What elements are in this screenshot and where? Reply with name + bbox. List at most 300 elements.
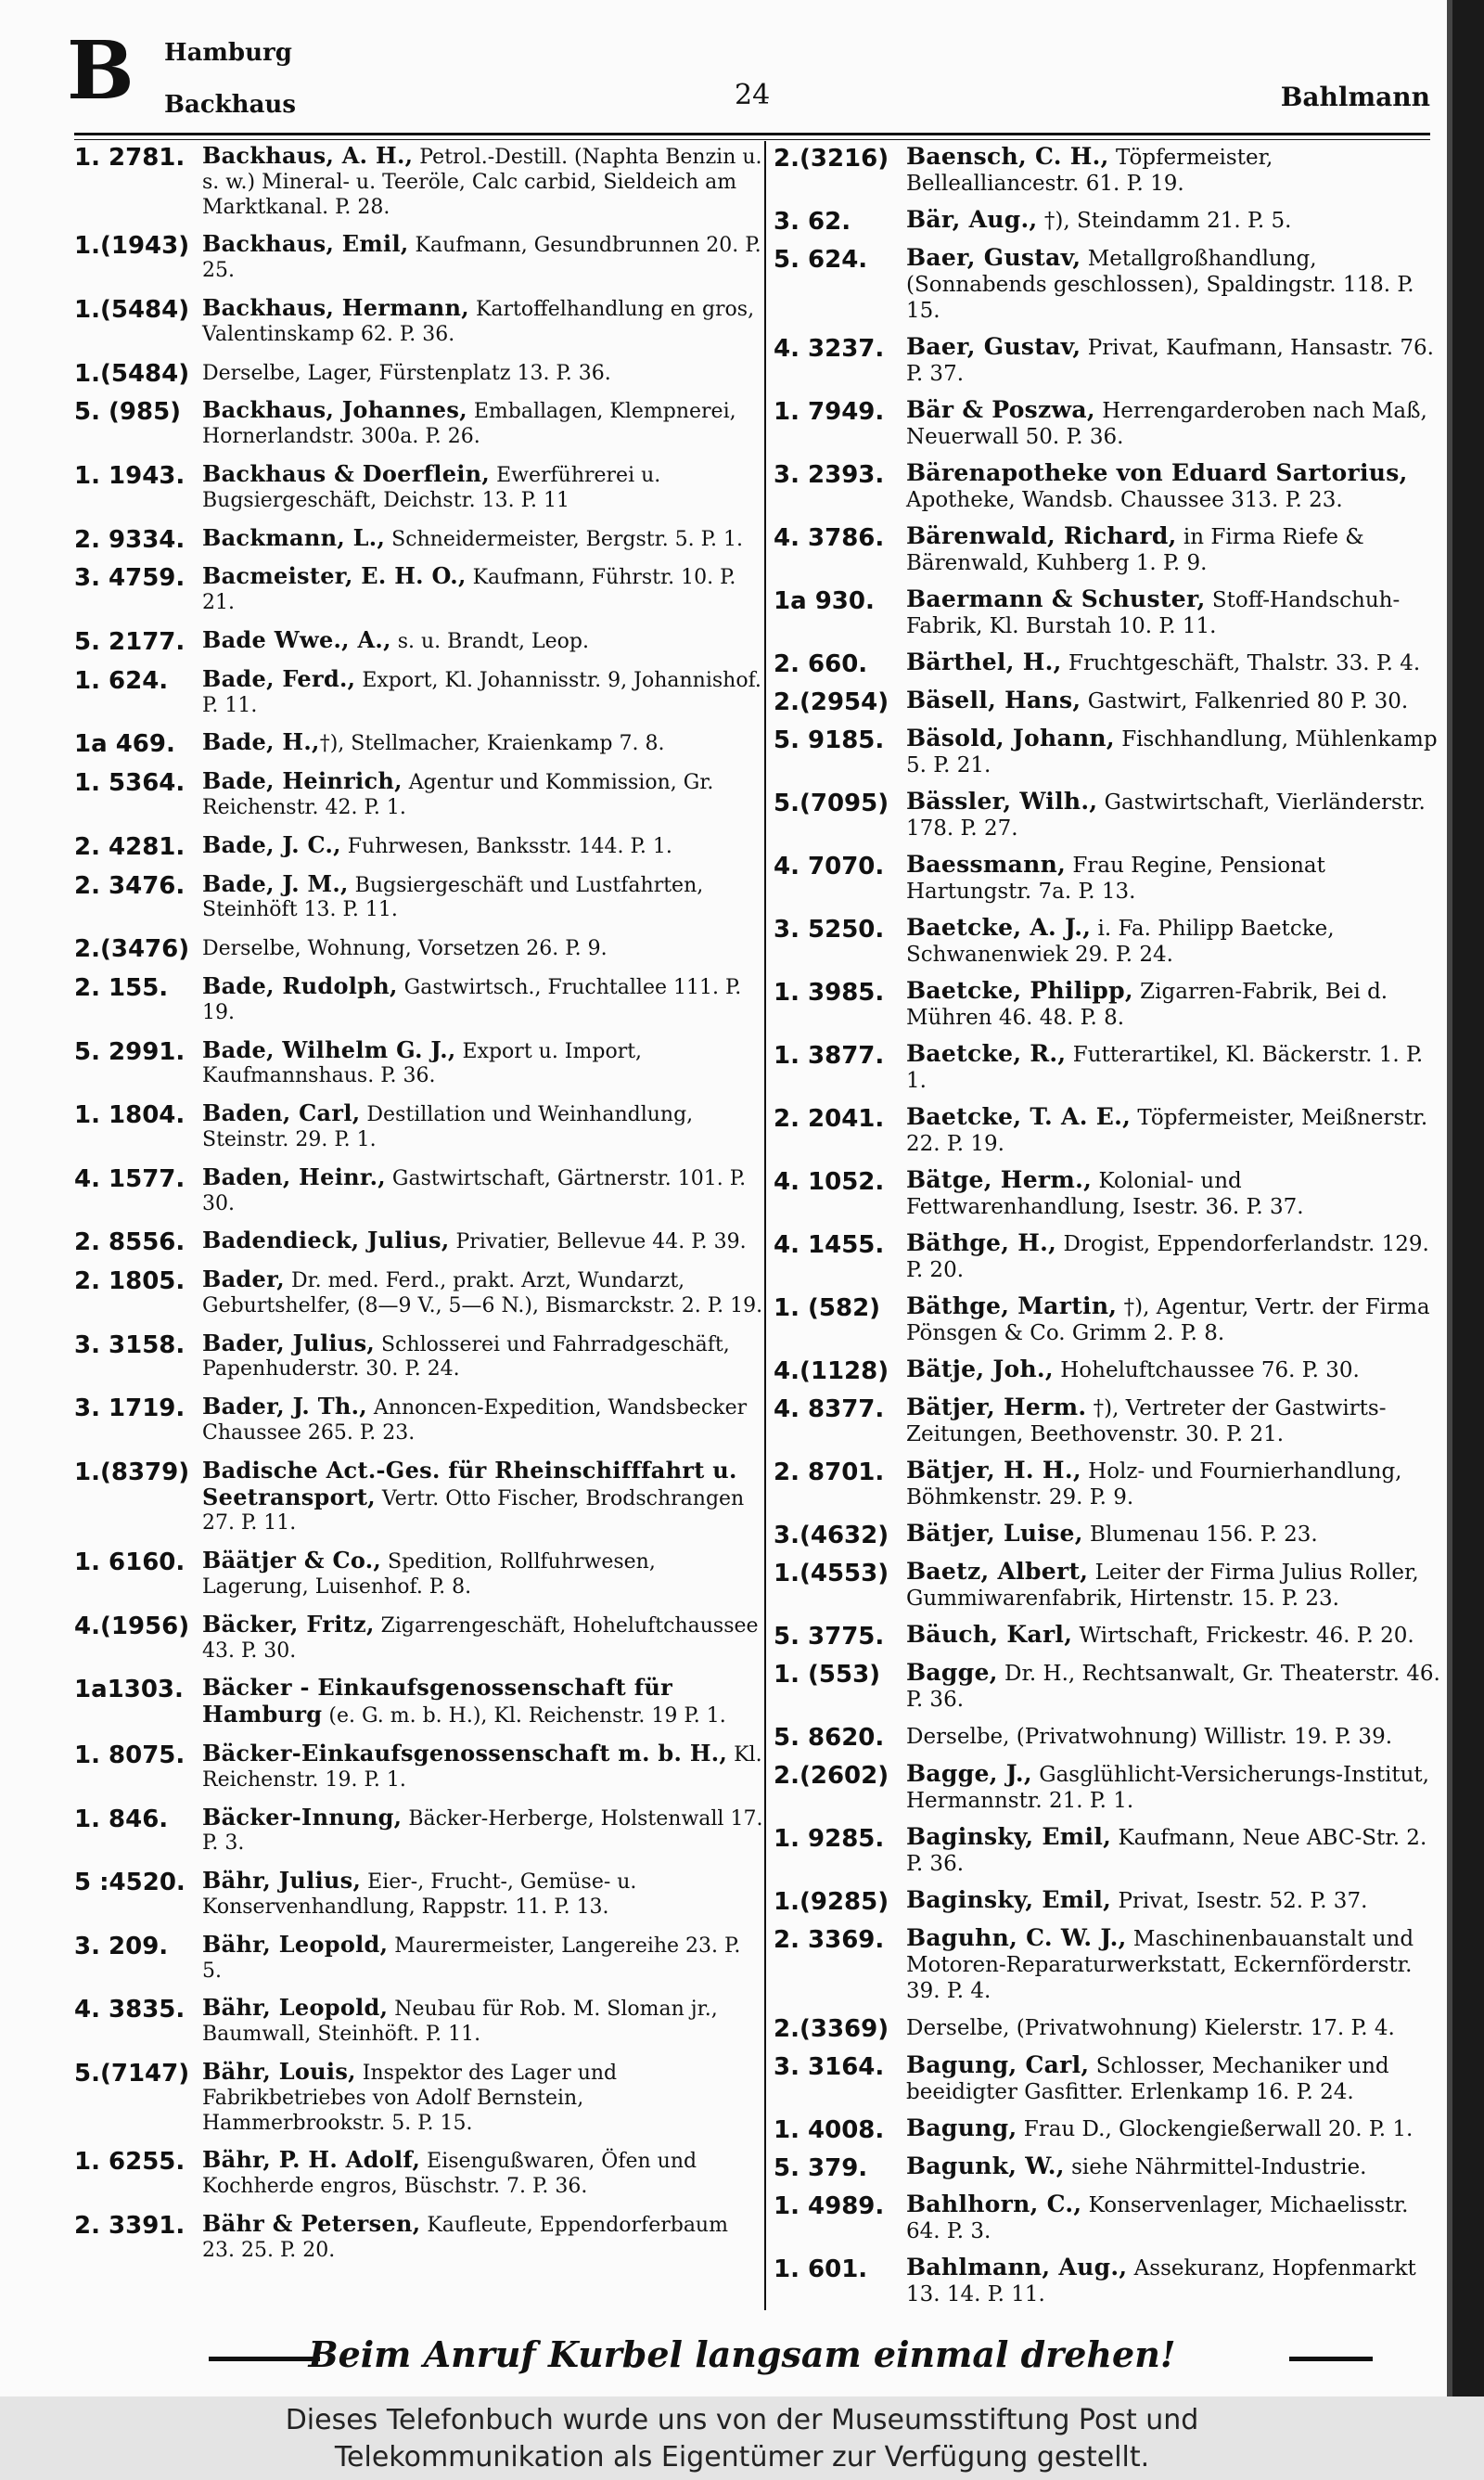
left-column: [74, 144, 765, 2264]
entry-name: Baessmann,: [906, 851, 1067, 878]
directory-entry: [74, 1805, 765, 1857]
entry-details: Derselbe, Wohnung, Vorsetzen 26. P. 9.: [202, 937, 608, 961]
entry-text: [906, 1824, 1443, 1877]
entry-name: Baetcke, Philipp,: [906, 977, 1133, 1004]
directory-entry: [74, 144, 765, 220]
section-letter: B: [67, 24, 134, 118]
phone-number: 1. 1943.: [74, 461, 186, 490]
directory-entry: [74, 730, 765, 757]
entry-details: Schneidermeister, Bergstr. 5. P. 1.: [385, 527, 743, 551]
entry-text: [202, 1035, 765, 1090]
entry-name: Bäuch, Karl,: [906, 1621, 1073, 1648]
phone-number: 1. (553): [774, 1661, 881, 1689]
phone-number: 1. 846.: [74, 1805, 169, 1833]
phone-number: 2. 3391.: [74, 2212, 186, 2240]
directory-entry: [74, 1035, 765, 1090]
entry-text: [906, 1356, 1443, 1383]
entry-details: Derselbe, (Privatwohnung) Willistr. 19. P. 39.: [906, 1725, 1393, 1749]
directory-entry: [774, 2153, 1443, 2181]
phone-number: 3.(4632): [774, 1522, 889, 1549]
entry-details: Schlosser, Mechaniker und beeidigter Gasfitter. Erlenkamp 16. P. 24.: [906, 2054, 1389, 2104]
entry-text: [202, 769, 765, 821]
directory-entry: [774, 1761, 1443, 1814]
directory-entry: [74, 523, 765, 554]
entry-details: Neubau für Rob. M. Sloman jr., Baumwall, Steinhöft. P. 11.: [202, 1998, 718, 2047]
phone-number: 2.(2602): [774, 1762, 889, 1790]
entry-details: Konservenlager, Michaelisstr. 64. P. 3.: [906, 2193, 1409, 2243]
directory-entry: [74, 564, 765, 616]
directory-entry: [774, 1458, 1443, 1510]
entry-text: [202, 1676, 765, 1729]
directory-entry: [774, 1394, 1443, 1447]
entry-name: Backhaus & Doerflein,: [202, 459, 491, 487]
directory-entry: [774, 397, 1443, 450]
phone-number: 2.(3369): [774, 2015, 889, 2043]
directory-entry: [774, 1230, 1443, 1283]
entry-text: [202, 971, 765, 1026]
directory-entry: [774, 687, 1443, 715]
phone-number: 3. 4759.: [74, 564, 186, 593]
entry-details: Zigarren-Fabrik, Bei d. Mühren 46. 48. P. 8.: [906, 980, 1388, 1030]
phone-number: 5 :4520.: [74, 1869, 186, 1897]
entry-text: [906, 1458, 1443, 1510]
page-header: [67, 24, 1430, 139]
entry-name: Bäcker, Fritz,: [202, 1610, 375, 1638]
entry-name: Bärenapotheke von Eduard Sartorius,: [906, 459, 1408, 486]
directory-entry: [74, 935, 765, 962]
entry-details: in Firma Riefe & Bärenwald, Kuhberg 1. P. 9.: [906, 525, 1364, 575]
entry-text: [202, 1331, 765, 1383]
entry-details: Gastwirtschaft, Gärtnerstr. 101. P. 30.: [202, 1166, 747, 1215]
phone-number: 2. 155.: [74, 973, 169, 1002]
directory-entry: [74, 459, 765, 514]
directory-entry: [774, 1824, 1443, 1877]
last-entry-word: Bahlmann: [1280, 82, 1430, 112]
entry-text: [202, 1869, 765, 1921]
directory-entry: [74, 1394, 765, 1446]
entry-details: Kaufmann, Führstr. 10. P. 21.: [202, 566, 736, 615]
phone-number: 2.(2954): [774, 688, 889, 716]
entry-details: Leiter der Firma Julius Roller, Gummiwarenfabrik, Hirtenstr. 15. P. 23.: [906, 1561, 1419, 1611]
phone-number: 3. 5250.: [774, 916, 885, 944]
entry-name: Baer, Gustav,: [906, 333, 1081, 360]
entry-text: [202, 625, 765, 655]
entry-details: Kaufmann, Neue ABC-Str. 2. P. 36.: [906, 1826, 1427, 1876]
entry-text: [202, 293, 765, 348]
phone-number: 1. 9285.: [774, 1825, 885, 1853]
directory-entry: [74, 398, 765, 450]
phone-number: 2.(3216): [774, 145, 889, 173]
phone-number: 1a 930.: [774, 587, 875, 615]
page-edge: [1452, 0, 1484, 2396]
phone-number: 5. 3775.: [774, 1623, 885, 1651]
entry-text: [906, 789, 1443, 842]
entry-name: Baer, Gustav,: [906, 244, 1081, 271]
entry-name: Bäcker-Einkaufsgenossenschaft m. b. H.,: [202, 1740, 728, 1767]
entry-text: [906, 915, 1443, 968]
entry-name: Baensch, C. H.,: [906, 143, 1109, 170]
entry-text: [202, 360, 765, 387]
entry-text: [202, 1996, 765, 2048]
directory-entry: [74, 1741, 765, 1793]
directory-entry: [74, 1165, 765, 1217]
phone-number: 5.(7147): [74, 2060, 190, 2088]
entry-text: [202, 1458, 765, 1536]
entry-details: Eier-, Frucht-, Gemüse- u. Konservenhandlung, Rappstr. 11. P. 13.: [202, 1870, 637, 1920]
entry-name: Bähr, P. H. Adolf,: [202, 2146, 421, 2174]
entry-details: †), Stellmacher, Kraienkamp 7. 8.: [319, 732, 665, 756]
entry-name: Bader, Julius,: [202, 1329, 376, 1356]
directory-entry: [774, 460, 1443, 513]
entry-details: Kaufmann, Gesundbrunnen 20. P. 25.: [202, 234, 761, 283]
entry-name: Bade Wwe., A.,: [202, 625, 391, 653]
phone-number: 3. 3158.: [74, 1330, 186, 1359]
entry-name: Bärenwald, Richard,: [906, 522, 1177, 549]
entry-details: Gasglühlicht-Versicherungs-Institut, Hermannstr. 21. P. 1.: [906, 1763, 1429, 1813]
phone-number: 1.(5484): [74, 359, 190, 388]
entry-name: Baetcke, R.,: [906, 1040, 1067, 1067]
directory-entry: [74, 769, 765, 821]
entry-text: [906, 1660, 1443, 1713]
phone-number: 4.(1956): [74, 1612, 190, 1640]
entry-name: Bär, Aug.,: [906, 206, 1038, 233]
entry-text: [202, 523, 765, 553]
phone-number: 5. 8620.: [774, 1724, 885, 1752]
entry-name: Bätge, Herm.,: [906, 1166, 1093, 1193]
directory-entry: [74, 830, 765, 861]
entry-details: i. Fa. Philipp Baetcke, Schwanenwiek 29. P. 24.: [906, 917, 1335, 967]
entry-text: [202, 1394, 765, 1446]
directory-entry: [74, 1101, 765, 1153]
directory-entry: [74, 869, 765, 924]
entry-text: [906, 1723, 1443, 1750]
phone-number: 5. 2991.: [74, 1037, 186, 1066]
directory-entry: [74, 1331, 765, 1383]
entry-text: [906, 460, 1443, 513]
header-rule: [74, 133, 1430, 135]
phone-number: 1a 469.: [74, 730, 175, 759]
entry-name: Baetcke, T. A. E.,: [906, 1103, 1132, 1130]
directory-entry: [774, 334, 1443, 387]
entry-name: Backhaus, Johannes,: [202, 396, 467, 424]
entry-name: Bätjer, H. H.,: [906, 1457, 1081, 1484]
entry-details: Eisengußwaren, Öfen und Kochherde engros, Büschstr. 7. P. 36.: [202, 2150, 697, 2199]
entry-text: [906, 1104, 1443, 1157]
phone-number: 2. 660.: [774, 650, 868, 678]
entry-details: Export u. Import, Kaufmannshaus. P. 36.: [202, 1039, 643, 1088]
entry-text: [202, 1228, 765, 1255]
directory-entry: [774, 2115, 1443, 2143]
entry-details: (e. G. m. b. H.), Kl. Reichenstr. 19 P. 1.: [322, 1704, 726, 1728]
directory-entry: [74, 1267, 765, 1319]
entry-details: Bäcker-Herberge, Holstenwall 17. P. 3.: [202, 1806, 763, 1856]
entry-details: Hoheluftchaussee 76. P. 30.: [1053, 1358, 1360, 1382]
entry-text: [202, 398, 765, 450]
phone-number: 5. 9185.: [774, 726, 885, 754]
entry-details: Drogist, Eppendorferlandstr. 129. P. 20.: [906, 1232, 1429, 1282]
entry-text: [906, 1230, 1443, 1283]
entry-details: Agentur und Kommission, Gr. Reichenstr. 42. P. 1.: [202, 771, 714, 819]
entry-details: Kl. Reichenstr. 19. P. 1.: [202, 1743, 762, 1792]
entry-details: Stoff-Handschuh-Fabrik, Kl. Burstah 10. P. 11.: [906, 588, 1401, 638]
entry-name: Badische Act.-Ges. für Rheinschifffahrt u. Seetransport,: [202, 1456, 737, 1510]
entry-name: Bätjer, Herm.: [906, 1394, 1087, 1420]
entry-name: Bäsell, Hans,: [906, 687, 1081, 713]
entry-details: Gastwirtschaft, Vierländerstr. 178. P. 27.: [906, 790, 1426, 841]
entry-text: [906, 2191, 1443, 2244]
entry-details: Petrol.-Destill. (Naphta Benzin u. s. w.) Mineral- u. Teeröle, Calc carbid, Sieldeich am Marktkanal. P. 28.: [202, 146, 762, 219]
phone-number: 1. 5364.: [74, 769, 186, 798]
directory-entry: [74, 232, 765, 284]
phone-number: 1. 3985.: [774, 979, 885, 1007]
directory-entry: [774, 1559, 1443, 1612]
entry-text: [906, 1521, 1443, 1548]
entry-name: Bähr, Leopold,: [202, 1994, 389, 2022]
directory-entry: [774, 1521, 1443, 1548]
entry-text: [202, 1610, 765, 1664]
directory-entry: [774, 2052, 1443, 2105]
entry-details: †), Steindamm 21. P. 5.: [1037, 209, 1292, 233]
directory-entry: [74, 1610, 765, 1664]
entry-name: Baginsky, Emil,: [906, 1823, 1112, 1850]
entry-text: [906, 687, 1443, 714]
phone-number: 4. 1577.: [74, 1164, 186, 1193]
directory-entry: [774, 726, 1443, 778]
entry-text: [906, 1041, 1443, 1094]
entry-details: Destillation und Weinhandlung, Steinstr. 29. P. 1.: [202, 1103, 694, 1151]
directory-entry: [74, 1458, 765, 1536]
phone-number: 1. 6255.: [74, 2148, 186, 2177]
entry-details: Privat, Isestr. 52. P. 37.: [1111, 1889, 1368, 1913]
entry-name: Baginsky, Emil,: [906, 1886, 1112, 1913]
entry-text: [906, 1167, 1443, 1220]
entry-name: Bähr, Leopold,: [202, 1930, 389, 1958]
entry-text: [202, 664, 765, 719]
entry-details: Kolonial- und Fettwarenhandlung, Isestr. 36. P. 37.: [906, 1169, 1304, 1219]
directory-entry: [74, 664, 765, 719]
entry-text: [202, 1267, 765, 1319]
entry-name: Bässler, Wilh.,: [906, 788, 1098, 815]
entry-text: [906, 586, 1443, 639]
entry-name: Bäcker - Einkaufsgenossenschaft für Hamburg: [202, 1674, 673, 1728]
footer-slogan: Beim Anruf Kurbel langsam einmal drehen!: [308, 2333, 1176, 2375]
directory-entry: [74, 1676, 765, 1729]
phone-number: 1.(5484): [74, 295, 190, 324]
entry-text: [202, 830, 765, 860]
entry-name: Bärthel, H.,: [906, 649, 1062, 675]
entry-name: Badendieck, Julius,: [202, 1227, 450, 1254]
entry-details: †), Vertreter der Gastwirts-Zeitungen, Beethovenstr. 30. P. 21.: [906, 1396, 1387, 1446]
right-column: [774, 144, 1443, 2307]
phone-number: 1. (582): [774, 1294, 881, 1322]
phone-number: 4.(1128): [774, 1357, 889, 1385]
entry-text: [906, 852, 1443, 905]
city-name: Hamburg: [164, 39, 292, 67]
entry-details: Fuhrwesen, Banksstr. 144. P. 1.: [340, 834, 672, 858]
phone-number: 4. 1052.: [774, 1168, 885, 1196]
phone-number: 1. 2781.: [74, 144, 186, 172]
directory-entry: [774, 915, 1443, 968]
phone-number: 1.(1943): [74, 232, 190, 261]
directory-entry: [774, 1723, 1443, 1751]
directory-entry: [74, 2060, 765, 2136]
entry-text: [906, 649, 1443, 676]
directory-entry: [774, 2191, 1443, 2244]
phone-number: 5. 2177.: [74, 627, 186, 656]
entry-text: [906, 207, 1443, 234]
phone-number: 2. 9334.: [74, 525, 186, 554]
entry-text: [906, 2115, 1443, 2142]
entry-text: [906, 1622, 1443, 1649]
phone-number: 3. 1719.: [74, 1394, 186, 1423]
directory-entry: [74, 1548, 765, 1600]
phone-number: 1. 3877.: [774, 1042, 885, 1070]
directory-entry: [774, 978, 1443, 1031]
entry-name: Bätjer, Luise,: [906, 1520, 1083, 1547]
entry-text: [202, 1805, 765, 1857]
entry-details: Privat, Kaufmann, Hansastr. 76. P. 37.: [906, 336, 1434, 386]
entry-details: Kartoffelhandlung en gros, Valentinskamp 62. P. 36.: [202, 297, 755, 346]
entry-details: Maschinenbauanstalt und Motoren-Reparaturwerkstatt, Eckernförderstr. 39. P. 4.: [906, 1927, 1414, 2003]
phone-number: 1.(8379): [74, 1458, 190, 1486]
directory-entry: [74, 1869, 765, 1921]
directory-entry: [774, 245, 1443, 324]
entry-details: Futterartikel, Kl. Bäckerstr. 1. P. 1.: [906, 1043, 1424, 1093]
phone-number: 1. 7949.: [774, 398, 885, 426]
phone-number: 2. 3476.: [74, 871, 186, 900]
entry-name: Bäthge, Martin,: [906, 1292, 1118, 1319]
entry-details: †), Agentur, Vertr. der Firma Pönsgen & Co. Grimm 2. P. 8.: [906, 1295, 1430, 1345]
entry-details: Export, Kl. Johannisstr. 9, Johannishof. P. 11.: [202, 668, 761, 717]
phone-number: 4. 3786.: [774, 524, 885, 552]
entry-text: [906, 1293, 1443, 1346]
directory-entry: [774, 586, 1443, 639]
directory-entry: [774, 649, 1443, 677]
entry-details: Holz- und Fournierhandlung, Böhmkenstr. 29. P. 9.: [906, 1459, 1402, 1510]
entry-text: [906, 144, 1443, 197]
entry-text: [906, 1761, 1443, 1814]
entry-name: Bade, J. C.,: [202, 830, 341, 858]
entry-details: Emballagen, Klempnerei, Hornerlandstr. 300a. P. 26.: [202, 400, 736, 449]
entry-text: [906, 726, 1443, 778]
phone-number: 3. 3164.: [774, 2053, 885, 2081]
entry-details: Dr. med. Ferd., prakt. Arzt, Wundarzt, Geburtshelfer, (8—9 V., 5—6 N.), Bismarckstr. 2. P. 19.: [202, 1269, 763, 1317]
directory-entry: [774, 2014, 1443, 2042]
entry-details: Zigarrengeschäft, Hoheluftchaussee 43. P. 30.: [202, 1613, 759, 1663]
credit-banner: [0, 2396, 1484, 2480]
phone-number: 1. 1804.: [74, 1101, 186, 1130]
phone-number: 4. 8377.: [774, 1395, 885, 1423]
entry-text: [202, 564, 765, 616]
phone-number: 3. 209.: [74, 1932, 169, 1960]
entry-text: [906, 2014, 1443, 2041]
entry-text: [202, 1548, 765, 1600]
entry-name: Bäthge, H.,: [906, 1229, 1057, 1256]
entry-name: Bagge, J.,: [906, 1760, 1032, 1787]
directory-entry: [774, 1622, 1443, 1650]
entry-name: Bade, Heinrich,: [202, 767, 403, 795]
entry-details: Frau D., Glockengießerwall 20. P. 1.: [1017, 2117, 1414, 2141]
entry-text: [906, 2052, 1443, 2105]
entry-text: [202, 730, 765, 757]
entry-text: [906, 1559, 1443, 1612]
entry-text: [202, 1165, 765, 1217]
directory-entry: [774, 144, 1443, 197]
entry-details: Kaufleute, Eppendorferbaum 23. 25. P. 20.: [202, 2214, 728, 2262]
entry-text: [906, 397, 1443, 450]
entry-name: Bähr, Louis,: [202, 2058, 356, 2086]
entry-name: Bätje, Joh.,: [906, 1356, 1054, 1382]
entry-details: Töpfermeister, Meißnerstr. 22. P. 19.: [906, 1106, 1428, 1156]
entry-text: [202, 1101, 765, 1153]
entry-details: Gastwirtsch., Fruchtallee 111. P. 19.: [202, 975, 742, 1024]
entry-text: [906, 978, 1443, 1031]
entry-text: [202, 2060, 765, 2136]
phone-number: 1. 624.: [74, 666, 169, 695]
entry-text: [202, 459, 765, 514]
phone-number: 1a1303.: [74, 1676, 184, 1704]
entry-details: Assekuranz, Hopfenmarkt 13. 14. P. 11.: [906, 2256, 1416, 2307]
entry-name: Bäcker-Innung,: [202, 1803, 403, 1831]
entry-name: Baetcke, A. J.,: [906, 914, 1092, 941]
directory-entry: [774, 1356, 1443, 1384]
directory-entry: [74, 971, 765, 1026]
entry-details: Blumenau 156. P. 23.: [1082, 1523, 1318, 1547]
entry-text: [202, 869, 765, 924]
credit-line-2: Telekommunikation als Eigentümer zur Verfügung gestellt.: [334, 2441, 1150, 2474]
entry-text: [906, 245, 1443, 324]
phone-number: 1. 601.: [774, 2255, 868, 2283]
entry-details: Dr. H., Rechtsanwalt, Gr. Theaterstr. 46. P. 36.: [906, 1662, 1440, 1712]
entry-name: Bäätjer & Co.,: [202, 1547, 382, 1574]
directory-entry: [774, 1887, 1443, 1915]
phone-number: 5. 379.: [774, 2154, 868, 2182]
entry-text: [202, 2148, 765, 2200]
directory-entry: [74, 2212, 765, 2264]
entry-name: Bade, Rudolph,: [202, 971, 398, 999]
phone-number: 2. 2041.: [774, 1105, 885, 1133]
entry-name: Baermann & Schuster,: [906, 585, 1206, 612]
entry-name: Bähr, Julius,: [202, 1867, 362, 1895]
phone-number: 4. 3237.: [774, 335, 885, 363]
entry-name: Baden, Carl,: [202, 1099, 361, 1127]
entry-name: Bahlmann, Aug.,: [906, 2254, 1128, 2281]
entry-text: [906, 1925, 1443, 2004]
entry-details: Spedition, Rollfuhrwesen, Lagerung, Luisenhof. P. 8.: [202, 1550, 656, 1600]
phone-number: 1. 4008.: [774, 2116, 885, 2144]
entry-details: Apotheke, Wandsb. Chaussee 313. P. 23.: [906, 488, 1343, 512]
directory-entry: [774, 523, 1443, 576]
phone-number: 4. 7070.: [774, 853, 885, 880]
entry-text: [906, 1394, 1443, 1447]
entry-text: [202, 1741, 765, 1793]
phone-number: 3. 62.: [774, 208, 851, 236]
header-rule-thin: [74, 139, 1430, 140]
entry-details: Vertr. Otto Fischer, Brodschrangen 27. P. 11.: [202, 1486, 745, 1536]
first-entry-word: Backhaus: [164, 91, 296, 119]
entry-details: Maurermeister, Langereihe 23. P. 5.: [202, 1934, 741, 1983]
phone-number: 1. 8075.: [74, 1741, 186, 1770]
directory-entry: [74, 2148, 765, 2200]
entry-name: Backmann, L.,: [202, 523, 386, 551]
entry-details: Derselbe, (Privatwohnung) Kielerstr. 17. P. 4.: [906, 2016, 1395, 2040]
entry-text: [202, 2212, 765, 2264]
entry-details: Schlosserei und Fahrradgeschäft, Papenhuderstr. 30. P. 24.: [202, 1332, 730, 1381]
entry-details: Ewerführerei u. Bugsiergeschäft, Deichstr. 13. P. 11: [202, 463, 661, 512]
entry-name: Bär & Poszwa,: [906, 396, 1095, 423]
entry-text: [202, 144, 765, 220]
directory-entry: [774, 852, 1443, 905]
